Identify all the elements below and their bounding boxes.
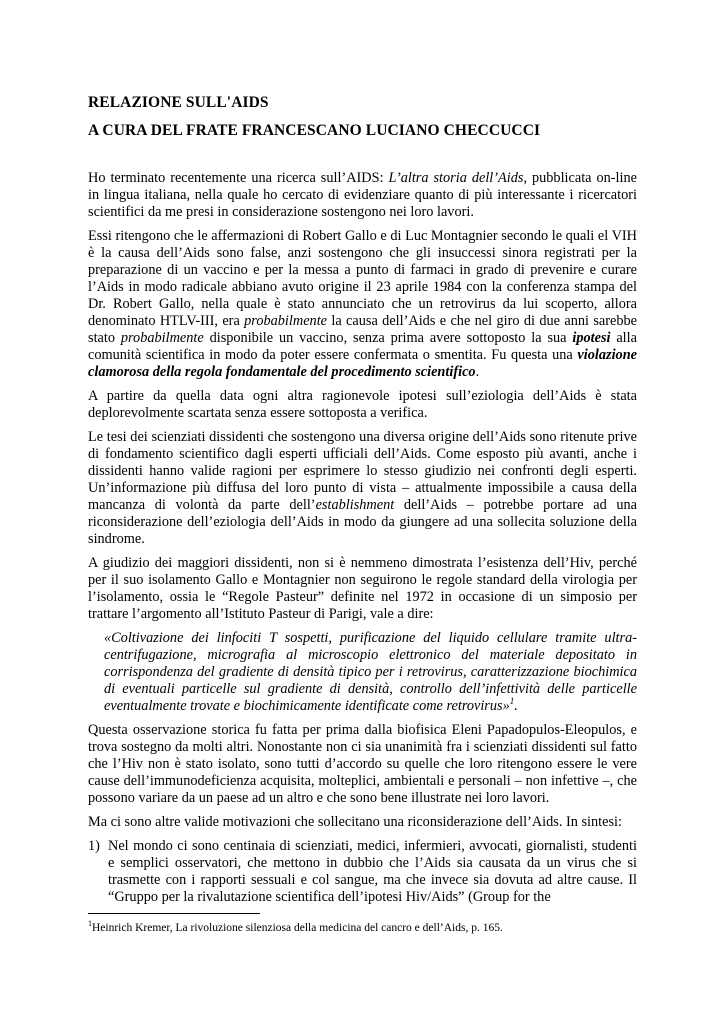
footnote-number: 1 xyxy=(88,919,92,929)
footnote-reference: 1 xyxy=(509,696,515,707)
block-quote xyxy=(104,630,637,715)
document-subtitle: A CURA DEL FRATE FRANCESCANO LUCIANO CHECCUCCI xyxy=(88,122,541,139)
paragraph-4-emphasis: establishment xyxy=(315,497,395,513)
book-title: L’altra storia dell’Aids xyxy=(388,170,524,186)
paragraph-2-emphasis-1: probabilmente xyxy=(244,313,328,329)
paragraph-2 xyxy=(88,228,637,381)
paragraph-2-text-c: disponibile un vaccino, senza prima avere sottoposto la sua xyxy=(203,330,573,346)
footnote-text: Heinrich Kremer, La rivoluzione silenziosa della medicina del cancro e dell’Aids, p. 165. xyxy=(92,922,503,934)
paragraph-2-text-e: . xyxy=(475,364,480,380)
footnote xyxy=(88,921,637,935)
document-title: RELAZIONE SULL'AIDS xyxy=(88,94,269,111)
footnote-separator xyxy=(88,913,260,914)
paragraph-6: Questa osservazione storica fu fatta per prima dalla biofisica Eleni Papadopulos-Eleopulos, e trova sostegno da molti altri. Nonostante non ci sia unanimità fra i scienziati dissidenti sul fatto che l’Hiv non è stato isolato, sono tutti d’accordo su quelle che loro ritengono essere le vere cause dell’immunodeficienza acquisita, molteplici, ambientali e personali – non infettive –, che possono variare da un paese ad un altro e che sono bene illustrate nei loro lavori. xyxy=(88,722,637,806)
list-item-number: 1) xyxy=(88,838,100,854)
paragraph-1-text-b: , pubblicata on-line in lingua italiana, nella quale ho cercato di evidenziare quanto di più interessante i ricercatori scientifici da me presi in considerazione sostengono nei loro lavori. xyxy=(88,170,637,220)
paragraph-5: A giudizio dei maggiori dissidenti, non si è nemmeno dimostrata l’esistenza dell’Hiv, perché per il suo isolamento Gallo e Montagnier non seguirono le regole standard della virologia per l’isolamento, ossia le “Regole Pasteur” definite nel 1972 in occasione di un simposio per trattare l’argomento all’Istituto Pasteur di Parigi, vale a dire: xyxy=(88,555,637,622)
document-body xyxy=(88,94,637,906)
paragraph-2-text-a: Essi ritengono che le affermazioni di Robert Gallo e di Luc Montagnier secondo le quali el VIH è la causa dell’Aids sono false, anzi sostengono che gli insuccessi sinora registrati per la preparazione di un vaccino e per la messa a punto di farmaci in grado di prevenire e curare l’Aids in modo radicale abbiano avuto origine il 23 aprile 1984 con la conferenza stampa del Dr. Robert Gallo, nella quale è stato annunciato che un retrovirus da lui scoperto, allora denominato HTLV-III, era xyxy=(88,228,637,329)
paragraph-7: Ma ci sono altre valide motivazioni che sollecitano una riconsiderazione dell’Aids. In sintesi: xyxy=(88,814,622,830)
paragraph-4-text-b: dell’Aids – potrebbe portare ad una riconsiderazione dell’eziologia dell’Aids in modo da giungere ad una sollecita soluzione della sindrome. xyxy=(88,497,637,547)
reasons-list xyxy=(88,838,637,906)
paragraph-2-text-d: alla comunità scientifica in modo da poter essere confermata o smentita. Fu questa una xyxy=(88,330,637,363)
paragraph-1 xyxy=(88,170,637,221)
quote-end: . xyxy=(514,698,518,714)
list-item-text: Nel mondo ci sono centinaia di scienziati, medici, infermieri, avvocati, giornalisti, studenti e semplici osservatori, che mettono in dubbio che l’Aids sia causata da un virus che si trasmette con i rapporti sessuali e col sangue, ma che invece sia dovuta ad altre cause. Il “Gruppo per la rivalutazione scientifica dell’ipotesi Hiv/Aids” (Group for the xyxy=(108,838,637,905)
paragraph-4 xyxy=(88,429,637,548)
paragraph-2-strong-2: violazione clamorosa della regola fondamentale del procedimento scientifico xyxy=(88,347,637,380)
paragraph-2-emphasis-2: probabilmente xyxy=(120,330,204,346)
list-item xyxy=(88,838,637,906)
quote-text: «Coltivazione dei linfociti T sospetti, purificazione del liquido cellulare tramite ultra-centrifugazione, micrografia al microscopio elettronico del materiale depositato in corrispondenza del gradiente di densità tipico per i retrovirus, caratterizzazione biochimica di eventuali particelle sul gradiente di densità, controllo dell’infettività delle particelle eventualmente trovate e biochimicamente identificate come retrovirus» xyxy=(104,630,637,714)
paragraph-1-text-a: Ho terminato recentemente una ricerca sull’AIDS: xyxy=(88,170,389,186)
paragraph-2-strong-1: ipotesi xyxy=(572,330,611,346)
paragraph-2-text-b: la causa dell’Aids e che nel giro di due anni sarebbe stato xyxy=(88,313,637,346)
paragraph-4-text-a: Le tesi dei scienziati dissidenti che sostengono una diversa origine dell’Aids sono ritenute prive di fondamento scientifico dagli esperti ufficiali dell’Aids. Come esposto più avanti, anche i dissidenti hanno valide ragioni per esprimere lo stesso giudizio nei confronti degli esperti. Un’informazione più diffusa del loro punto di vista – attualmente impossibile a causa della mancanza di volontà da parte dell’ xyxy=(88,429,637,513)
paragraph-3: A partire da quella data ogni altra ragionevole ipotesi sull’eziologia dell’Aids è stata deplorevolmente scartata senza essere sottoposta a verifica. xyxy=(88,388,637,421)
